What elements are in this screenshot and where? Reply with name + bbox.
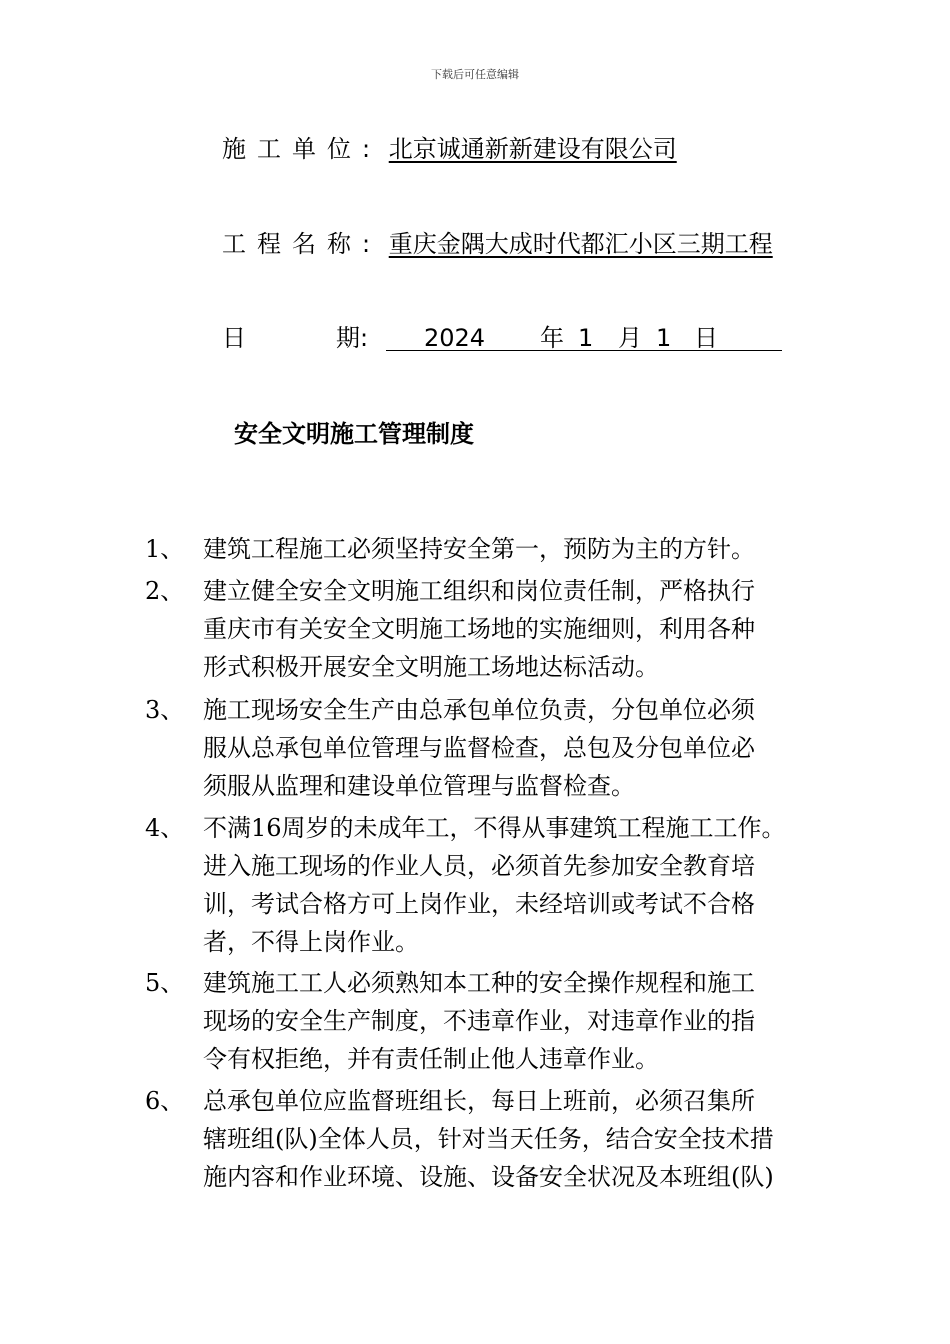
project-name-row [222, 229, 773, 259]
list-item-number: 6、 [145, 1087, 185, 1115]
project-name-label: 工程名称: [222, 230, 382, 258]
list-item-number: 2、 [145, 577, 185, 605]
date-row [222, 323, 782, 353]
date-day-char: 日 [694, 324, 718, 352]
date-year-char: 年 [540, 324, 564, 352]
list-item-line: 建筑工程施工必须坚持安全第一，预防为主的方针。 [203, 535, 755, 563]
list-item-number: 5、 [145, 969, 185, 997]
list-item-number: 3、 [145, 696, 185, 724]
date-day: 1 [656, 324, 672, 352]
list-item-line: 者，不得上岗作业。 [203, 928, 419, 956]
list-item-line: 形式积极开展安全文明施工场地达标活动。 [203, 653, 659, 681]
list-item-line: 训，考试合格方可上岗作业，未经培训或考试不合格 [203, 890, 755, 918]
date-month: 1 [578, 324, 594, 352]
construction-unit-value: 北京诚通新新建设有限公司 [388, 135, 677, 163]
list-item-line: 服从总承包单位管理与监督检查，总包及分包单位必 [203, 734, 755, 762]
list-item-line: 建立健全安全文明施工组织和岗位责任制，严格执行 [203, 577, 755, 605]
header-note: 下载后可任意编辑 [431, 68, 519, 81]
list-item-line: 进入施工现场的作业人员，必须首先参加安全教育培 [203, 852, 755, 880]
date-month-char: 月 [618, 324, 642, 352]
document-title: 安全文明施工管理制度 [234, 420, 474, 448]
date-year: 2024 [424, 324, 486, 352]
list-item-line: 重庆市有关安全文明施工场地的实施细则，利用各种 [203, 615, 755, 643]
list-item-line: 不满16周岁的未成年工，不得从事建筑工程施工工作。 [203, 814, 786, 842]
project-name-value: 重庆金隅大成时代都汇小区三期工程 [388, 230, 773, 258]
list-item-number: 4、 [145, 814, 185, 842]
list-item-line: 施内容和作业环境、设施、设备安全状况及本班组(队) [203, 1163, 774, 1191]
construction-unit-row [222, 134, 677, 164]
list-item-line: 辖班组(队)全体人员，针对当天任务，结合安全技术措 [203, 1125, 774, 1153]
list-item-line: 现场的安全生产制度，不违章作业，对违章作业的指 [203, 1007, 755, 1035]
date-label-period: 期: [336, 324, 369, 352]
construction-unit-label: 施工单位: [222, 135, 382, 163]
list-item-line: 令有权拒绝，并有责任制止他人违章作业。 [203, 1045, 659, 1073]
date-underline [386, 350, 782, 351]
list-item-line: 建筑施工工人必须熟知本工种的安全操作规程和施工 [203, 969, 755, 997]
list-item-number: 1、 [145, 535, 185, 563]
date-label-day: 日 [222, 324, 246, 352]
list-item-line: 总承包单位应监督班组长，每日上班前，必须召集所 [203, 1087, 755, 1115]
list-item-line: 须服从监理和建设单位管理与监督检查。 [203, 772, 635, 800]
list-item-line: 施工现场安全生产由总承包单位负责，分包单位必须 [203, 696, 755, 724]
